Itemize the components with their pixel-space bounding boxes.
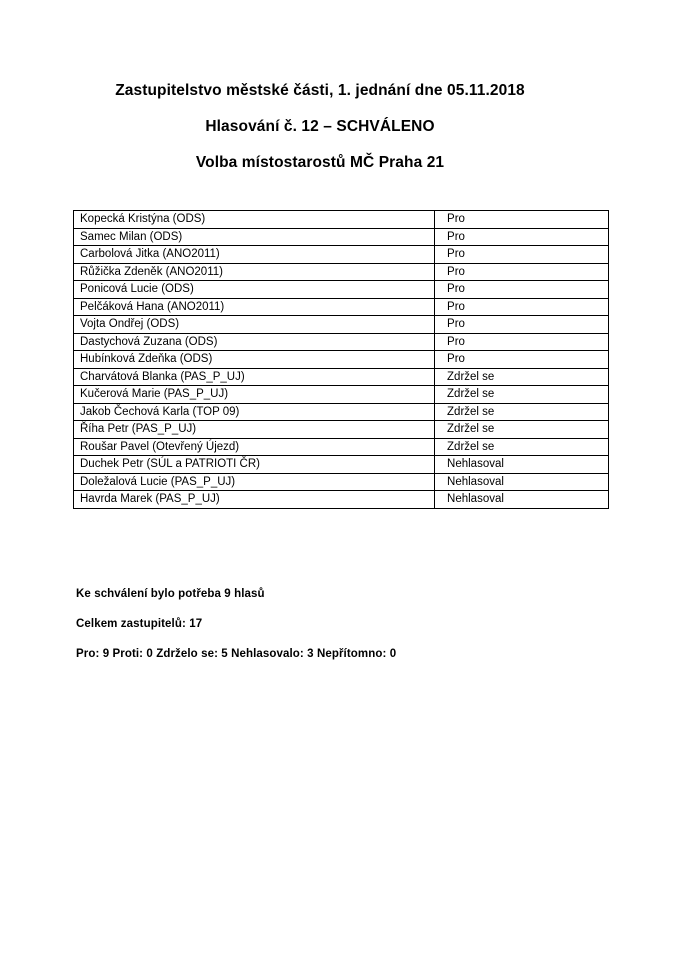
councillor-name-cell: Vojta Ondřej (ODS): [74, 316, 435, 334]
councillor-name-cell: Roušar Pavel (Otevřený Újezd): [74, 438, 435, 456]
table-row: [74, 333, 609, 351]
councillor-name-cell: Říha Petr (PAS_P_UJ): [74, 421, 435, 439]
table-row: [74, 316, 609, 334]
vote-value-cell: Nehlasoval: [435, 456, 609, 474]
document-header: [0, 81, 640, 189]
vote-value-cell: Zdržel se: [435, 438, 609, 456]
vote-subject-title: Volba místostarostů MČ Praha 21: [195, 154, 445, 171]
councillor-name-cell: Pelčáková Hana (ANO2011): [74, 298, 435, 316]
table-row: [74, 403, 609, 421]
table-row: [74, 456, 609, 474]
vote-value-cell: Pro: [435, 316, 609, 334]
councillor-name-cell: Dastychová Zuzana (ODS): [74, 333, 435, 351]
vote-value-cell: Zdržel se: [435, 421, 609, 439]
table-row: [74, 351, 609, 369]
councillor-name-cell: Duchek Petr (SÚL a PATRIOTI ČR): [74, 456, 435, 474]
table-row: [74, 246, 609, 264]
table-row: [74, 386, 609, 404]
vote-value-cell: Pro: [435, 351, 609, 369]
vote-value-cell: Pro: [435, 263, 609, 281]
voting-table: [73, 210, 609, 509]
table-row: [74, 491, 609, 509]
vote-value-cell: Zdržel se: [435, 403, 609, 421]
councillor-name-cell: Samec Milan (ODS): [74, 228, 435, 246]
total-members-text: Celkem zastupitelů: 17: [76, 618, 203, 630]
councillor-name-cell: Hubínková Zdeňka (ODS): [74, 351, 435, 369]
vote-value-cell: Nehlasoval: [435, 491, 609, 509]
councillor-name-cell: Ponicová Lucie (ODS): [74, 281, 435, 299]
vote-summary: [76, 588, 596, 678]
councillor-name-cell: Carbolová Jitka (ANO2011): [74, 246, 435, 264]
voting-table-body: [74, 211, 609, 509]
vote-counts-text: Pro: 9 Proti: 0 Zdrželo se: 5 Nehlasovalo: 3 Nepřítomno: 0: [76, 648, 397, 660]
councillor-name-cell: Kopecká Kristýna (ODS): [74, 211, 435, 229]
table-row: [74, 281, 609, 299]
councillor-name-cell: Jakob Čechová Karla (TOP 09): [74, 403, 435, 421]
meeting-title: Zastupitelstvo městské části, 1. jednání dne 05.11.2018: [115, 82, 525, 99]
table-row: [74, 438, 609, 456]
table-row: [74, 421, 609, 439]
vote-value-cell: Zdržel se: [435, 368, 609, 386]
vote-value-cell: Pro: [435, 228, 609, 246]
vote-value-cell: Pro: [435, 281, 609, 299]
councillor-name-cell: Růžička Zdeněk (ANO2011): [74, 263, 435, 281]
councillor-name-cell: Doležalová Lucie (PAS_P_UJ): [74, 473, 435, 491]
table-row: [74, 228, 609, 246]
vote-value-cell: Nehlasoval: [435, 473, 609, 491]
table-row: [74, 368, 609, 386]
table-row: [74, 473, 609, 491]
table-row: [74, 298, 609, 316]
table-row: [74, 263, 609, 281]
vote-value-cell: Pro: [435, 246, 609, 264]
required-votes-text: Ke schválení bylo potřeba 9 hlasů: [76, 588, 265, 600]
councillor-name-cell: Havrda Marek (PAS_P_UJ): [74, 491, 435, 509]
table-row: [74, 211, 609, 229]
vote-value-cell: Pro: [435, 298, 609, 316]
vote-value-cell: Pro: [435, 333, 609, 351]
vote-value-cell: Zdržel se: [435, 386, 609, 404]
vote-value-cell: Pro: [435, 211, 609, 229]
councillor-name-cell: Charvátová Blanka (PAS_P_UJ): [74, 368, 435, 386]
vote-number-result-title: Hlasování č. 12 – SCHVÁLENO: [205, 118, 435, 135]
councillor-name-cell: Kučerová Marie (PAS_P_UJ): [74, 386, 435, 404]
